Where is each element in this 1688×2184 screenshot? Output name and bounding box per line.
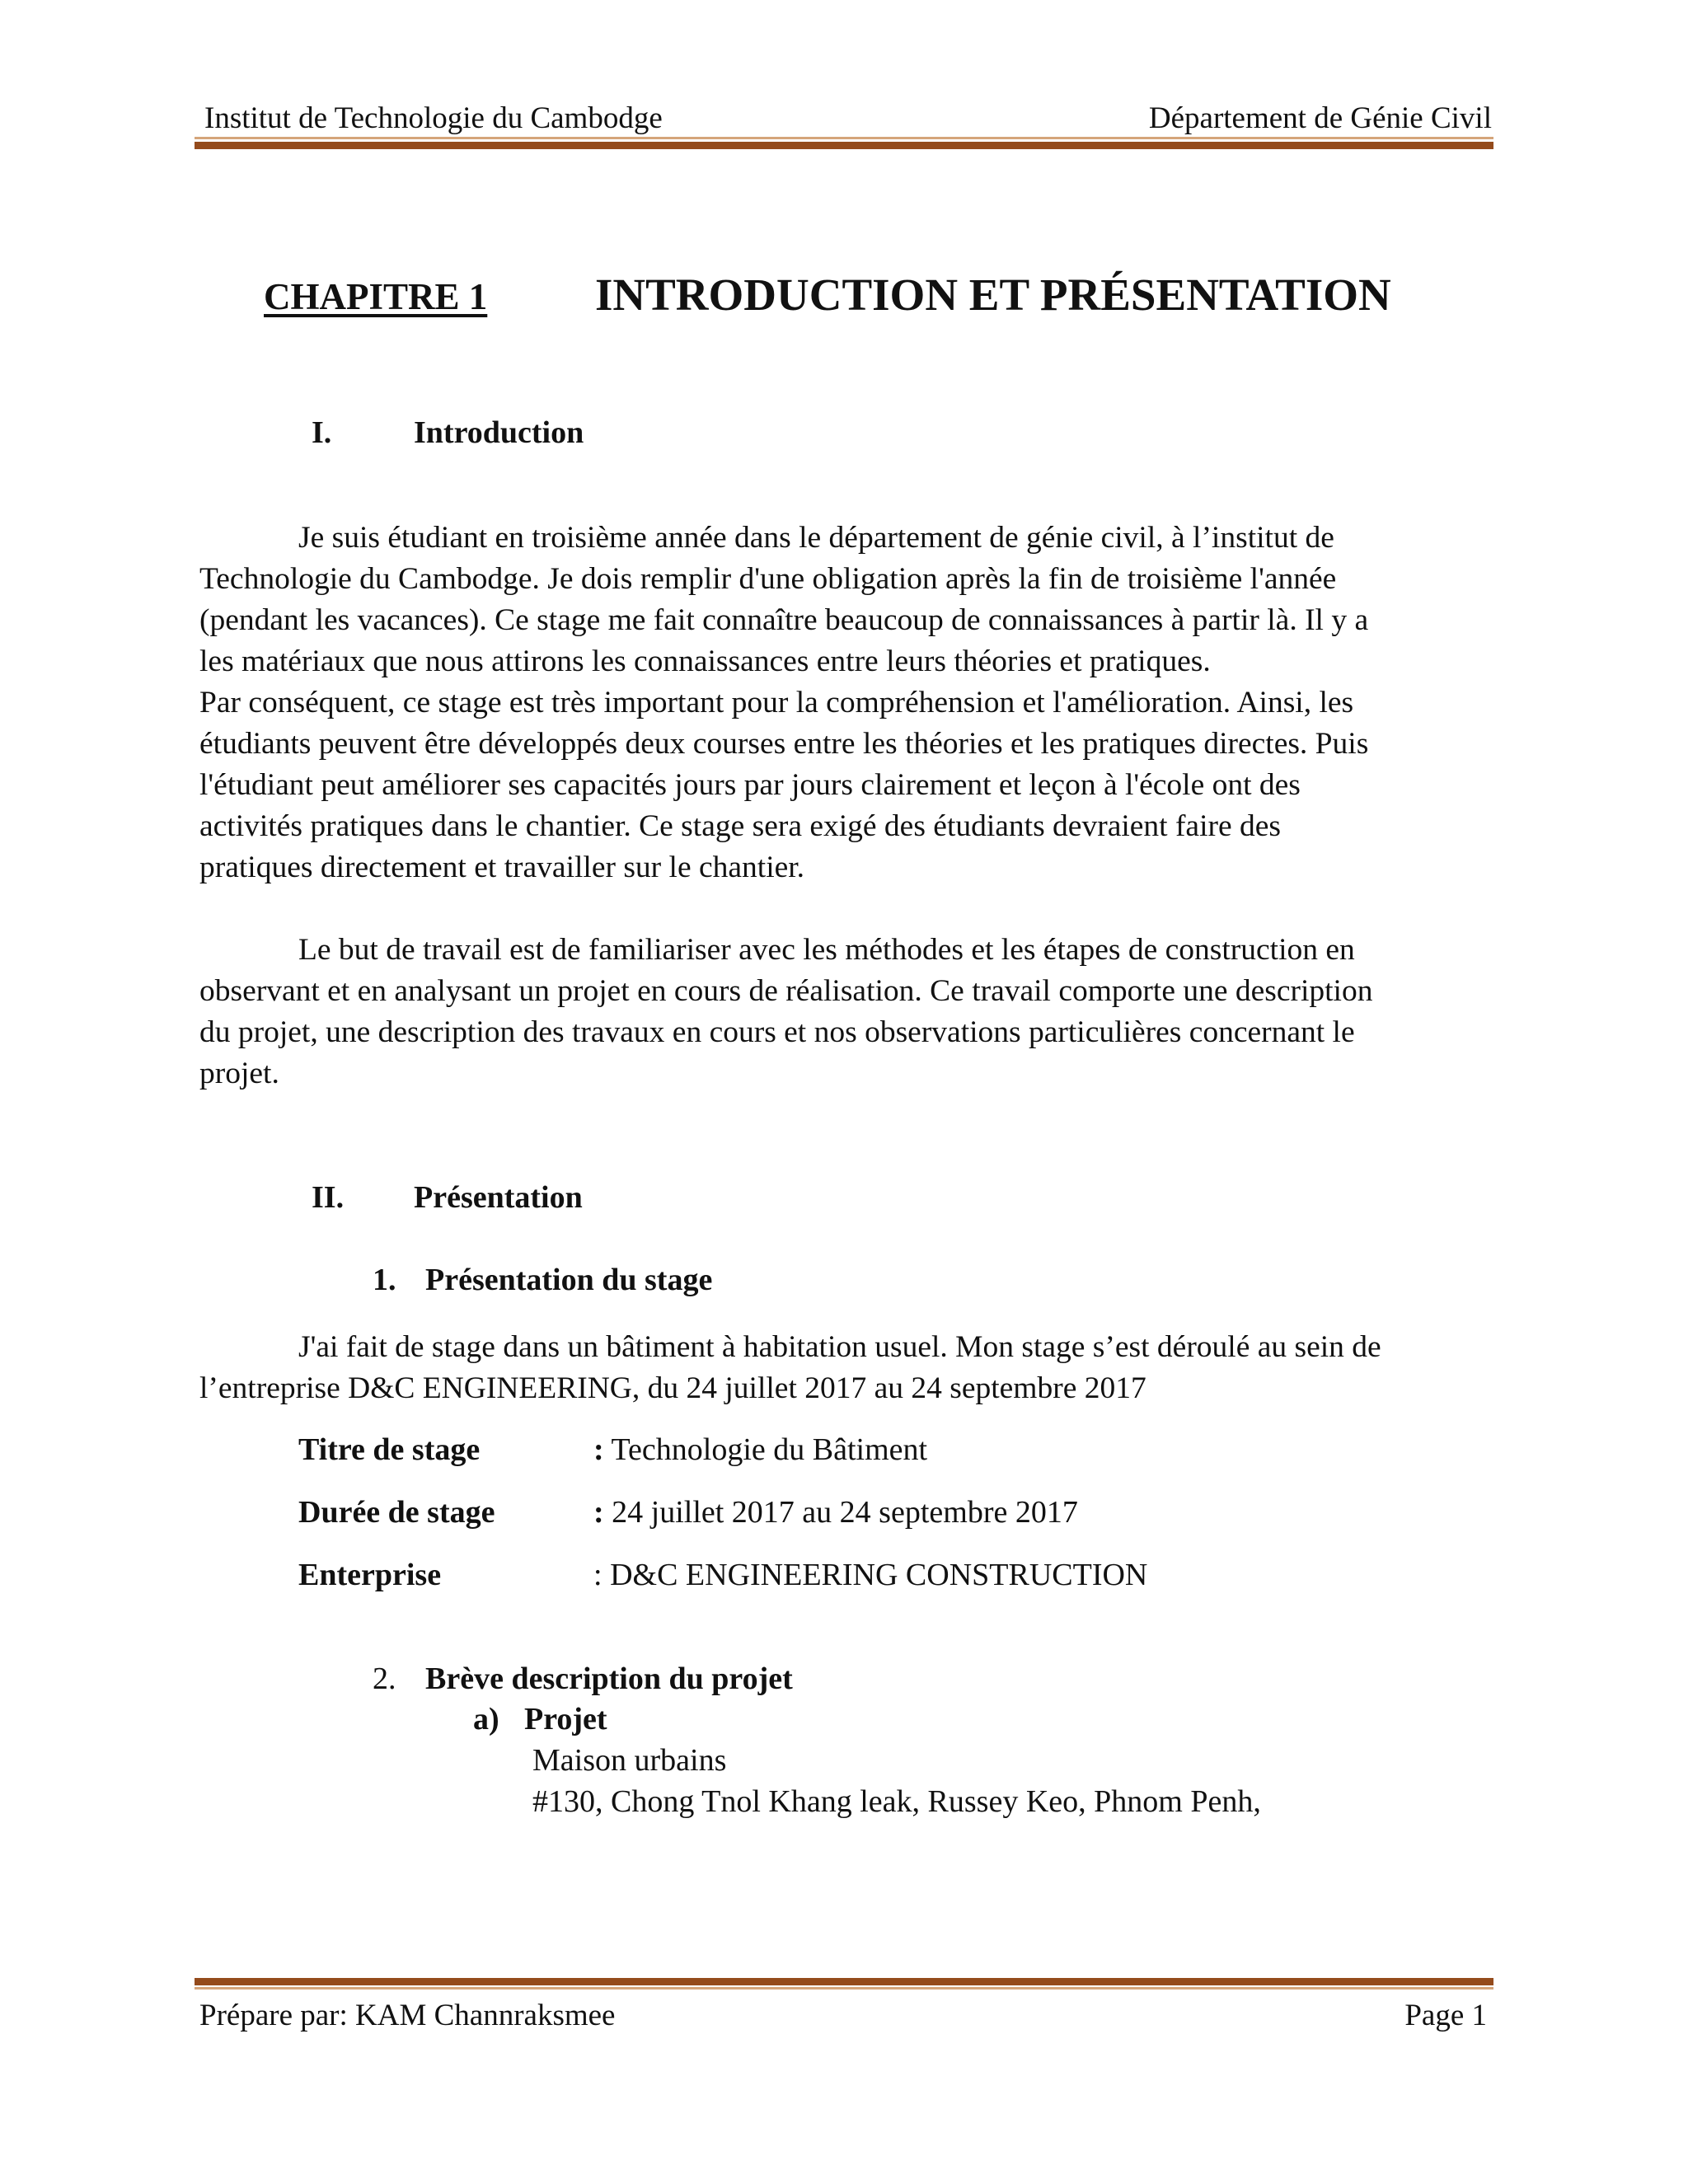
detail-colon: : <box>593 1432 604 1467</box>
text-line: pratiques directement et travailler sur le chantier. <box>199 851 805 884</box>
text-line: projet. <box>199 1057 279 1090</box>
project-heading: Projet <box>524 1702 607 1736</box>
header-institute: Institut de Technologie du Cambodge <box>204 101 663 135</box>
text-line: l’entreprise D&C ENGINEERING, du 24 juillet 2017 au 24 septembre 2017 <box>199 1371 1146 1405</box>
page-number: Page 1 <box>1404 1999 1487 2032</box>
project-name: Maison urbains <box>532 1743 727 1778</box>
chapter-title: INTRODUCTION ET PRÉSENTATION <box>595 269 1391 320</box>
subsection-2-number: 2. <box>373 1661 396 1696</box>
subsection-1-number: 1. <box>373 1263 396 1297</box>
project-address: #130, Chong Tnol Khang leak, Russey Keo, Phnom Penh, <box>532 1784 1261 1819</box>
list-item-marker: a) <box>473 1702 499 1736</box>
detail-key-duration: Durée de stage <box>298 1495 495 1530</box>
section-2-number: II. <box>312 1180 345 1215</box>
footer-rule-thick <box>195 1978 1493 1985</box>
text-line: étudiants peuvent être développés deux courses entre les théories et les pratiques directes. Puis <box>199 727 1369 761</box>
text-line: du projet, une description des travaux en cours et nos observations particulières concernant le <box>199 1015 1355 1049</box>
text-line: observant et en analysant un projet en cours de réalisation. Ce travail comporte une description <box>199 974 1373 1008</box>
subsection-1-title: Présentation du stage <box>425 1263 713 1297</box>
header-rule-thin <box>195 137 1493 139</box>
text-line: Technologie du Cambodge. Je dois remplir d'une obligation après la fin de troisième l'année <box>199 562 1337 596</box>
footer-rule-thin <box>195 1987 1493 1990</box>
text-line: les matériaux que nous attirons les connaissances entre leurs théories et pratiques. <box>199 644 1211 678</box>
section-1-number: I. <box>312 415 332 450</box>
text-line: Je suis étudiant en troisième année dans le département de génie civil, à l’institut de <box>298 521 1334 555</box>
detail-key-enterprise: Enterprise <box>298 1558 442 1592</box>
section-2-title: Présentation <box>414 1180 583 1215</box>
text-line: Par conséquent, ce stage est très important pour la compréhension et l'amélioration. Ainsi, les <box>199 686 1354 719</box>
text-line: J'ai fait de stage dans un bâtiment à habitation usuel. Mon stage s’est déroulé au sein de <box>298 1330 1381 1364</box>
detail-colon: : <box>593 1558 603 1592</box>
detail-colon: : <box>593 1495 604 1530</box>
header-department: Département de Génie Civil <box>1148 101 1492 135</box>
intro-paragraph-1 <box>199 518 1493 888</box>
footer-author: Prépare par: KAM Channraksmee <box>199 1999 616 2032</box>
section-1-title: Introduction <box>414 415 584 450</box>
detail-value-text: 24 juillet 2017 au 24 septembre 2017 <box>603 1495 1078 1530</box>
detail-value-title <box>593 1431 927 1469</box>
text-line: Le but de travail est de familiariser avec les méthodes et les étapes de construction en <box>298 933 1355 967</box>
header-rule-thick <box>195 142 1493 149</box>
detail-key-title: Titre de stage <box>298 1432 481 1467</box>
text-line: (pendant les vacances). Ce stage me fait connaître beaucoup de connaissances à partir là. Il y a <box>199 603 1369 637</box>
subsection-2-title: Brève description du projet <box>425 1661 793 1696</box>
intro-paragraph-2 <box>199 930 1493 1094</box>
text-line: l'étudiant peut améliorer ses capacités jours par jours clairement et leçon à l'école ont des <box>199 768 1301 802</box>
detail-value-text: Technologie du Bâtiment <box>603 1432 928 1467</box>
stage-paragraph <box>199 1327 1493 1409</box>
text-line: activités pratiques dans le chantier. Ce stage sera exigé des étudiants devraient faire des <box>199 809 1281 843</box>
detail-value-text: D&C ENGINEERING CONSTRUCTION <box>602 1558 1148 1592</box>
chapter-label: CHAPITRE 1 <box>264 276 488 317</box>
detail-value-enterprise <box>593 1556 1147 1594</box>
detail-value-duration <box>593 1493 1078 1531</box>
